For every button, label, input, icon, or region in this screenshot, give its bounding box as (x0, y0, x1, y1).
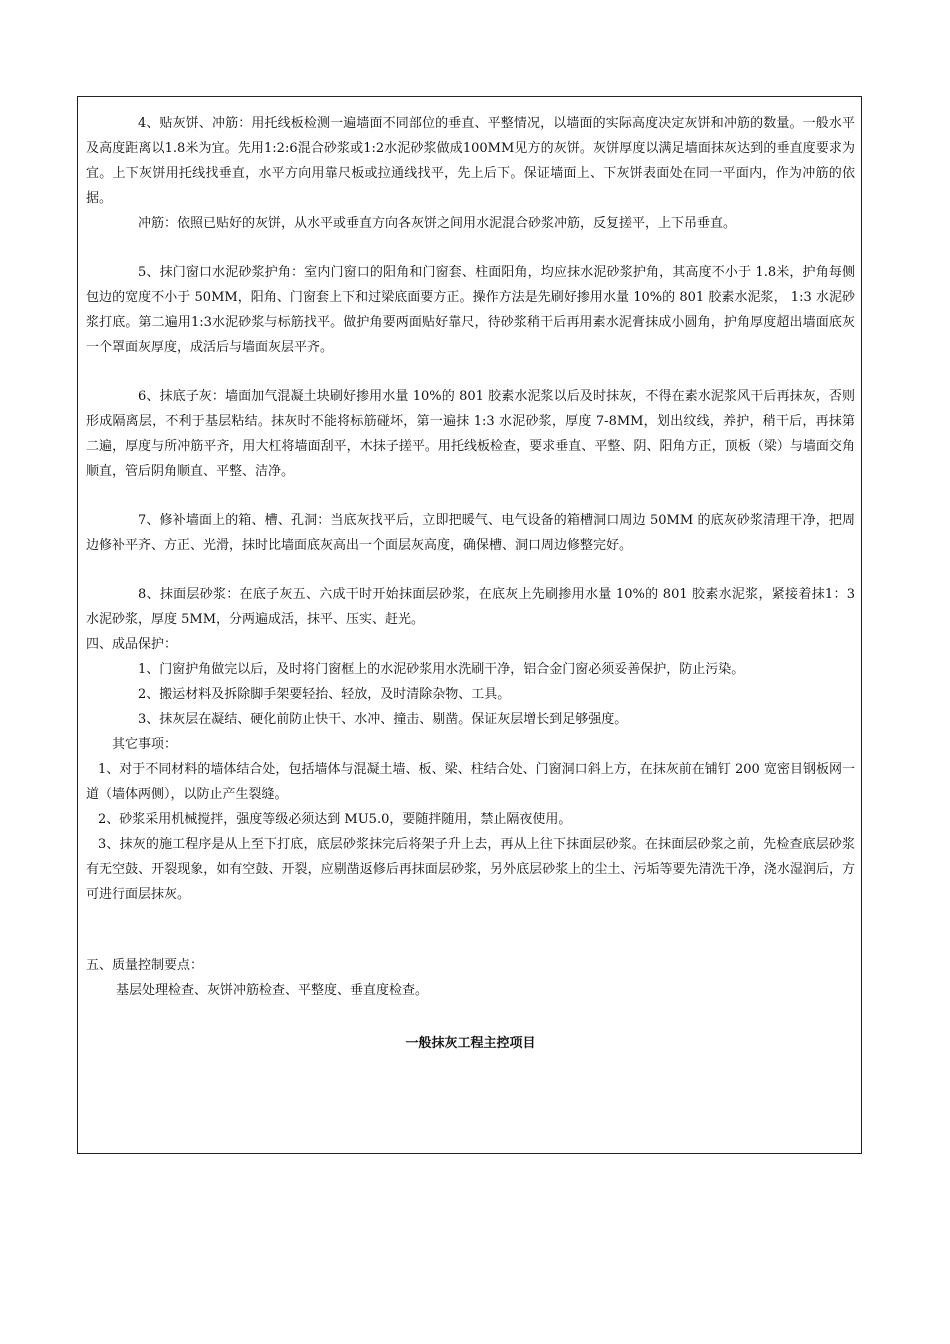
section-4-item: 2、搬运材料及拆除脚手架要轻抬、轻放，及时清除杂物、工具。 (138, 687, 511, 702)
section-4-title: 四、成品保护： (86, 637, 178, 652)
other-matters-item: 2、砂浆采用机械搅拌，强度等级必须达到 MU5.0，要随拌随用，禁止隔夜使用。 (98, 812, 572, 827)
paragraph-7-repair-openings: 7、修补墙面上的箱、槽、孔洞：当底灰找平后，立即把暖气、电气设备的箱槽洞口周边 50MM 的底灰砂浆清理干净，把周边修补平齐、方正、光滑，抹时比墙面底灰高出一个面层灰高度，确保槽、洞口周边修整完好。 (86, 513, 855, 553)
paragraph-4-screeding: 冲筋：依照已贴好的灰饼，从水平或垂直方向各灰饼之间用水泥混合砂浆冲筋，反复搓平，上下吊垂直。 (138, 216, 737, 231)
section-4-item: 3、抹灰层在凝结、硬化前防止快干、水冲、撞击、剔凿。保证灰层增长到足够强度。 (138, 712, 628, 727)
paragraph-4-plaster-cakes: 4、贴灰饼、冲筋：用托线板检测一遍墙面不同部位的垂直、平整情况，以墙面的实际高度决定灰饼和冲筋的数量。一般水平及高度距离以1.8米为宜。先用1:2:6混合砂浆或1:2水泥砂浆做成100MM见方的灰饼。灰饼厚度以满足墙面抹灰达到的垂直度要求为宜。上下灰饼用托线找垂直，水平方向用靠尺板或拉通线找平，先上后下。保证墙面上、下灰饼表面处在同一平面内，作为冲筋的依据。 (86, 116, 855, 206)
other-matters-item: 1、对于不同材料的墙体结合处，包括墙体与混凝土墙、板、梁、柱结合处、门窗洞口斜上方，在抹灰前在铺钉 200 宽密目钢板网一道（墙体两侧），以防止产生裂缝。 (86, 762, 855, 802)
other-matters-item: 3、抹灰的施工程序是从上至下打底，底层砂浆抹完后将架子升上去，再从上往下抹面层砂浆。在抹面层砂浆之前，先检查底层砂浆有无空鼓、开裂现象，如有空鼓、开裂，应剔凿返修后再抹面层砂浆，另外底层砂浆上的尘土、污垢等要先清洗干净，浇水湿润后，方可进行面层抹灰。 (86, 837, 855, 902)
main-control-items-heading: 一般抹灰工程主控项目 (405, 1036, 536, 1051)
section-5-body: 基层处理检查、灰饼冲筋检查、平整度、垂直度检查。 (116, 983, 429, 998)
other-matters-title: 其它事项： (112, 737, 178, 752)
document-body (86, 111, 855, 1056)
section-4-item: 1、门窗护角做完以后，及时将门窗框上的水泥砂浆用水洗刷干净，铝合金门窗必须妥善保护，防止污染。 (138, 662, 745, 677)
paragraph-8-finish-coat: 8、抹面层砂浆：在底子灰五、六成干时开始抹面层砂浆，在底灰上先刷掺用水量 10%的 801 胶素水泥浆，紧接着抹1：3 水泥砂浆，厚度 5MM，分两遍成活，抹平、压实、赶光。 (86, 587, 855, 627)
document-frame (77, 96, 862, 1154)
paragraph-5-corner-protection: 5、抹门窗口水泥砂浆护角：室内门窗口的阳角和门窗套、柱面阳角，均应抹水泥砂浆护角，其高度不小于 1.8米，护角每侧包边的宽度不小于 50MM，阳角、门窗套上下和过梁底面要方正。操作方法是先刷好掺用水量 10%的 801 胶素水泥浆， 1:3 水泥砂浆打底。第二遍用1:3水泥砂浆与标筋找平。做护角要两面贴好靠尺，待砂浆稍干后再用素水泥膏抹成小圆角，护角厚度超出墙面底灰一个罩面灰厚度，成活后与墙面灰层平齐。 (86, 265, 855, 355)
section-5-title: 五、质量控制要点： (86, 958, 204, 973)
paragraph-6-base-coat: 6、抹底子灰：墙面加气混凝土块刷好掺用水量 10%的 801 胶素水泥浆以后及时抹灰，不得在素水泥浆风干后再抹灰，否则形成隔离层，不利于基层粘结。抹灰时不能将标筋碰坏，第一遍抹 1:3 水泥砂浆，厚度 7-8MM，划出纹线，养护，稍干后，再抹第二遍，厚度与所冲筋平齐，用大杠将墙面刮平，木抹子搓平。用托线板检查，要求垂直、平整、阴、阳角方正，顶板（梁）与墙面交角顺直，管后阴角顺直、平整、洁净。 (86, 389, 855, 479)
